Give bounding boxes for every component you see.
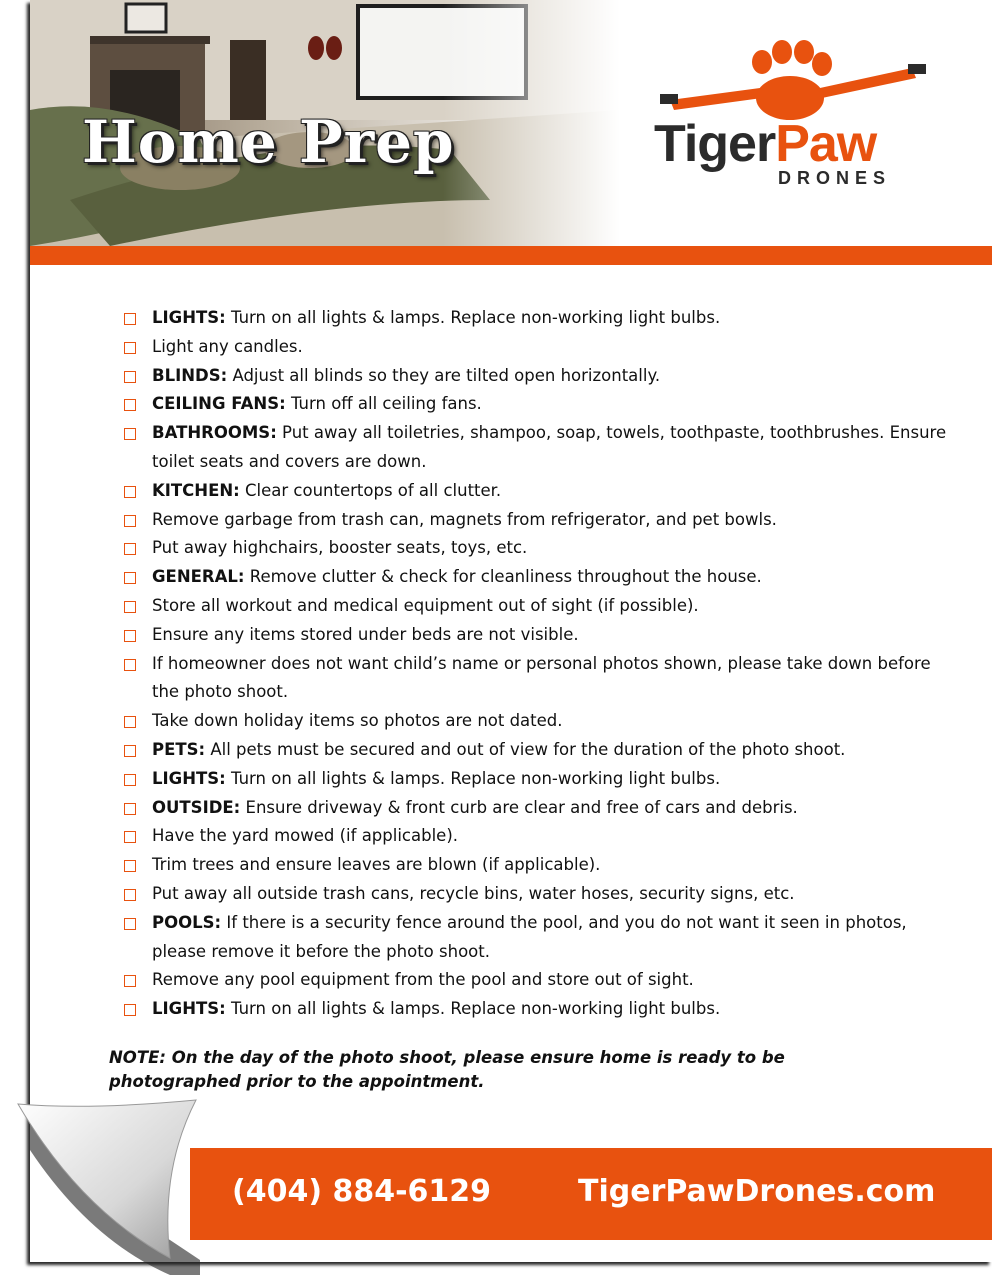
checkbox-icon[interactable] [124,659,136,671]
hero-photo [30,0,620,246]
checkbox-icon[interactable] [124,803,136,815]
item-label: BATHROOMS: [152,423,277,443]
item-text: If homeowner does not want child’s name or personal photos shown, please take down before the photo shoot. [152,653,931,702]
checkbox-icon[interactable] [124,630,136,642]
item-text: All pets must be secured and out of view for the duration of the photo shoot. [205,739,846,759]
item-text: Ensure any items stored under beds are not visible. [152,624,579,644]
checklist-item [124,822,954,851]
item-text: Put away all toiletries, shampoo, soap, towels, toothpaste, toothbrushes. Ensure toilet seats and covers are down. [152,423,947,471]
item-text: Store all workout and medical equipment out of sight (if possible). [152,595,699,615]
checkbox-icon[interactable] [124,371,136,383]
checklist-item [124,909,954,967]
item-text: Light any candles. [152,336,303,356]
checklist-item [124,362,954,391]
checkbox-icon[interactable] [124,716,136,728]
item-label: CEILING FANS: [152,394,286,414]
checklist-item [124,534,954,563]
checklist-item [124,765,954,794]
checkbox-icon[interactable] [124,889,136,901]
checkbox-icon[interactable] [124,342,136,354]
header-divider [30,246,992,265]
item-label: GENERAL: [152,567,245,587]
checkbox-icon[interactable] [124,831,136,843]
website-link[interactable]: TigerPawDrones.com [578,1174,936,1209]
checkbox-icon[interactable] [124,486,136,498]
checklist-item [124,880,954,909]
checkbox-icon[interactable] [124,399,136,411]
checklist-item [124,390,954,419]
logo-word-paw: Paw [775,115,877,173]
item-text: If there is a security fence around the pool, and you do not want it seen in photos, please remove it before the photo shoot. [152,912,907,961]
item-label: POOLS: [152,912,222,932]
item-label: LIGHTS: [152,308,226,327]
item-text: Put away all outside trash cans, recycle bins, water hoses, security signs, etc. [152,883,795,903]
checklist-item [124,851,954,880]
prep-checklist [124,304,954,1024]
item-label: LIGHTS: [152,999,226,1019]
logo-word-tiger: Tiger [654,115,776,173]
item-text: Adjust all blinds so they are tilted open horizontally. [227,365,661,385]
page-curl-icon [0,1090,200,1275]
item-label: LIGHTS: [152,768,226,788]
checkbox-icon[interactable] [124,975,136,987]
checklist-item [124,592,954,621]
checklist-item [124,736,954,765]
checkbox-icon[interactable] [124,774,136,786]
checklist-item [124,506,954,535]
checklist-item [124,650,954,708]
item-text: Ensure driveway & front curb are clear and free of cars and debris. [240,797,798,817]
item-text: Turn on all lights & lamps. Replace non-working light bulbs. [225,768,721,788]
item-text: Remove clutter & check for cleanliness throughout the house. [244,567,762,587]
item-label: BLINDS: [152,365,228,385]
checklist-item [124,794,954,823]
item-text: Take down holiday items so photos are not dated. [152,711,563,731]
checkbox-icon[interactable] [124,572,136,584]
checkbox-icon[interactable] [124,313,136,325]
checklist-item [124,333,954,362]
logo-wordmark [654,115,877,173]
logo-subtitle: DRONES [778,168,892,188]
checkbox-icon[interactable] [124,918,136,930]
checkbox-icon[interactable] [124,428,136,440]
item-text: Remove any pool equipment from the pool and store out of sight. [152,970,694,990]
phone-number: (404) 884-6129 [232,1174,492,1209]
item-label: KITCHEN: [152,480,240,500]
checkbox-icon[interactable] [124,601,136,613]
checkbox-icon[interactable] [124,1004,136,1016]
item-text: Turn off all ceiling fans. [285,394,482,414]
item-text: Trim trees and ensure leaves are blown (if applicable). [152,855,601,875]
item-text: Turn on all lights & lamps. Replace non-working light bulbs. [225,999,721,1019]
item-text: Clear countertops of all clutter. [239,480,502,500]
checkbox-icon[interactable] [124,515,136,527]
checklist-item [124,621,954,650]
item-text: Remove garbage from trash can, magnets from refrigerator, and pet bowls. [152,509,777,529]
contact-footer [190,1148,992,1240]
checklist-item [124,419,954,477]
checkbox-icon[interactable] [124,745,136,757]
item-text: Turn on all lights & lamps. Replace non-working light bulbs. [225,308,721,327]
checklist-item [124,707,954,736]
checkbox-icon[interactable] [124,543,136,555]
item-label: PETS: [152,739,206,759]
checkbox-icon[interactable] [124,860,136,872]
checklist-item [124,966,954,995]
note-text: NOTE: On the day of the photo shoot, please ensure home is ready to be photographed prior to the appointment. [109,1048,785,1091]
page-title: Home Prep [82,108,455,176]
checklist-item [124,563,954,592]
checklist-item [124,304,954,333]
item-text: Have the yard mowed (if applicable). [152,826,458,846]
item-text: Put away highchairs, booster seats, toys, etc. [152,538,528,558]
item-label: OUTSIDE: [152,797,241,817]
flyer-page [30,0,992,1262]
checklist-item [124,995,954,1024]
checklist-item [124,477,954,506]
